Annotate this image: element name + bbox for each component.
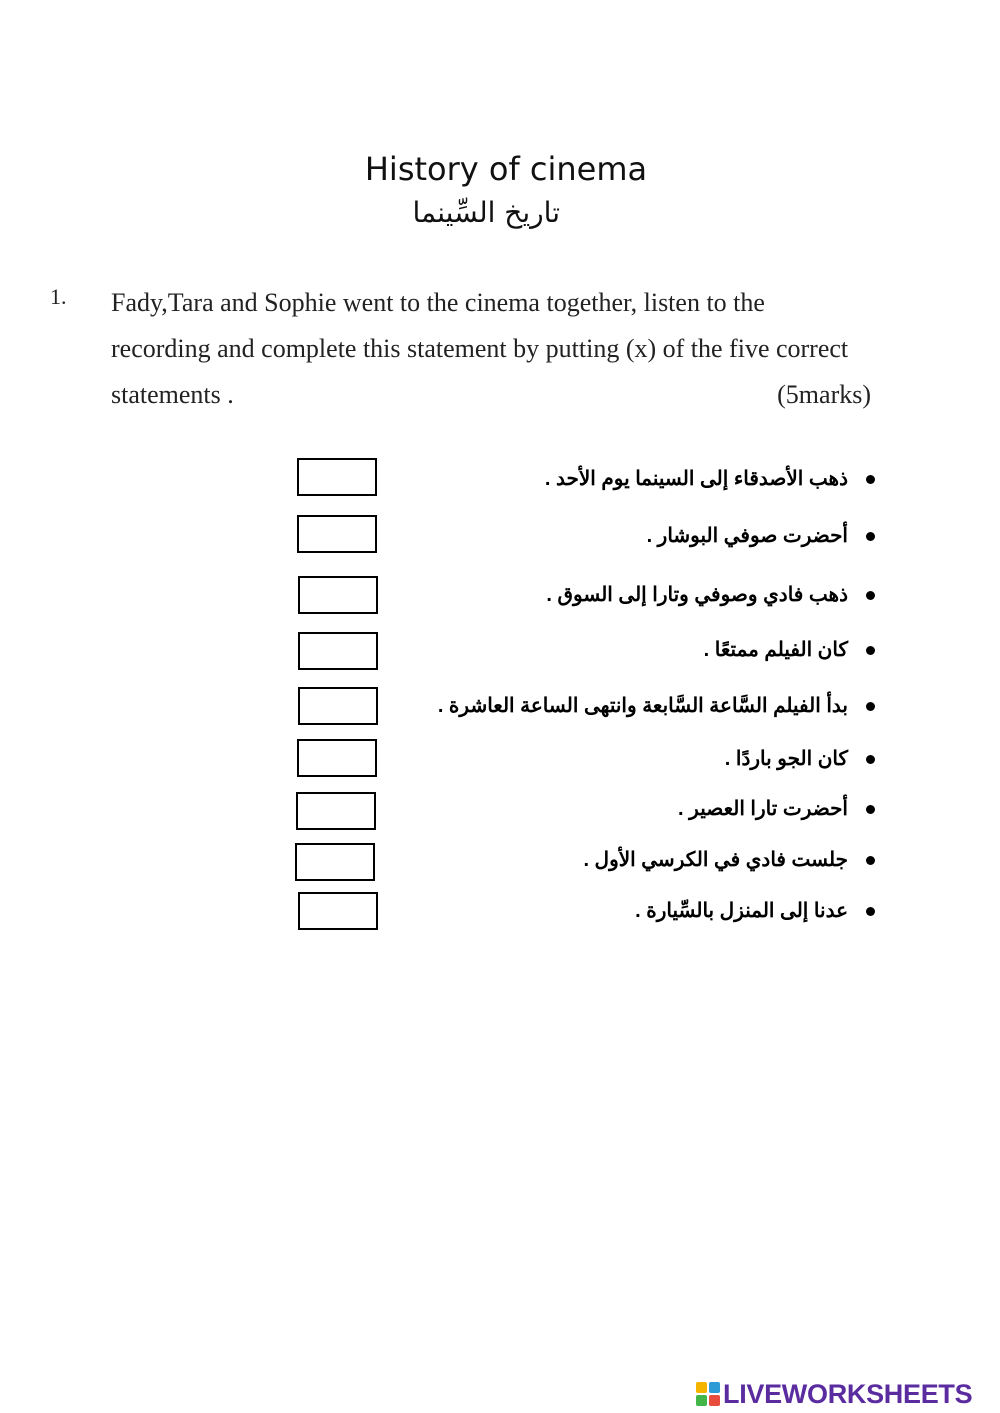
question-instructions bbox=[111, 280, 871, 418]
bullet-icon bbox=[866, 907, 875, 916]
answer-box[interactable] bbox=[297, 458, 377, 496]
logo-tile bbox=[696, 1382, 707, 1393]
bullet-icon bbox=[866, 755, 875, 764]
logo-tile bbox=[709, 1395, 720, 1406]
statement-text: جلست فادي في الكرسي الأول . bbox=[583, 849, 848, 871]
logo-tile bbox=[709, 1382, 720, 1393]
answer-box[interactable] bbox=[296, 792, 376, 830]
statement-text: أحضرت صوفي البوشار . bbox=[646, 525, 848, 547]
answer-box[interactable] bbox=[298, 892, 378, 930]
statement-row bbox=[0, 888, 1000, 932]
statement-text: أحضرت تارا العصير . bbox=[678, 798, 848, 820]
statement-text: عدنا إلى المنزل بالسِّيارة . bbox=[635, 900, 848, 922]
question-text: Fady,Tara and Sophie went to the cinema together, listen to the recording and complete this statement by putting (x) of the five correct statements . bbox=[111, 288, 849, 409]
bullet-icon bbox=[866, 856, 875, 865]
statement-text: كان الجو باردًا . bbox=[724, 748, 848, 770]
statement-text: كان الفيلم ممتعًا . bbox=[703, 639, 848, 661]
statement-row bbox=[0, 736, 1000, 780]
statement-text: ذهب فادي وصوفي وتارا إلى السوق . bbox=[546, 584, 848, 606]
question-marks: (5marks) bbox=[777, 380, 871, 409]
answer-box[interactable] bbox=[298, 687, 378, 725]
answer-box[interactable] bbox=[297, 739, 377, 777]
statement-row bbox=[0, 786, 1000, 830]
answer-box[interactable] bbox=[295, 843, 375, 881]
page-title-arabic: تاريخ السِّينما bbox=[412, 196, 560, 229]
statement-row bbox=[0, 456, 1000, 500]
statement-row bbox=[0, 513, 1000, 557]
bullet-icon bbox=[866, 702, 875, 711]
bullet-icon bbox=[866, 532, 875, 541]
answer-box[interactable] bbox=[297, 515, 377, 553]
bullet-icon bbox=[866, 646, 875, 655]
bullet-icon bbox=[866, 805, 875, 814]
statement-text: بدأ الفيلم السَّاعة السَّابعة وانتهى الساعة العاشرة . bbox=[437, 695, 848, 717]
answer-box[interactable] bbox=[298, 632, 378, 670]
bullet-icon bbox=[866, 591, 875, 600]
statement-row bbox=[0, 683, 1000, 727]
bullet-icon bbox=[866, 475, 875, 484]
liveworksheets-logo[interactable] bbox=[696, 1378, 972, 1410]
statement-row bbox=[0, 627, 1000, 671]
statement-row bbox=[0, 837, 1000, 881]
logo-text: LIVEWORKSHEETS bbox=[723, 1378, 973, 1409]
liveworksheets-logo-icon bbox=[696, 1382, 720, 1406]
statement-text: ذهب الأصدقاء إلى السينما يوم الأحد . bbox=[544, 468, 848, 490]
question-number: 1. bbox=[50, 284, 67, 309]
page-title: History of cinema bbox=[364, 150, 648, 188]
statement-row bbox=[0, 572, 1000, 616]
logo-tile bbox=[696, 1395, 707, 1406]
answer-box[interactable] bbox=[298, 576, 378, 614]
